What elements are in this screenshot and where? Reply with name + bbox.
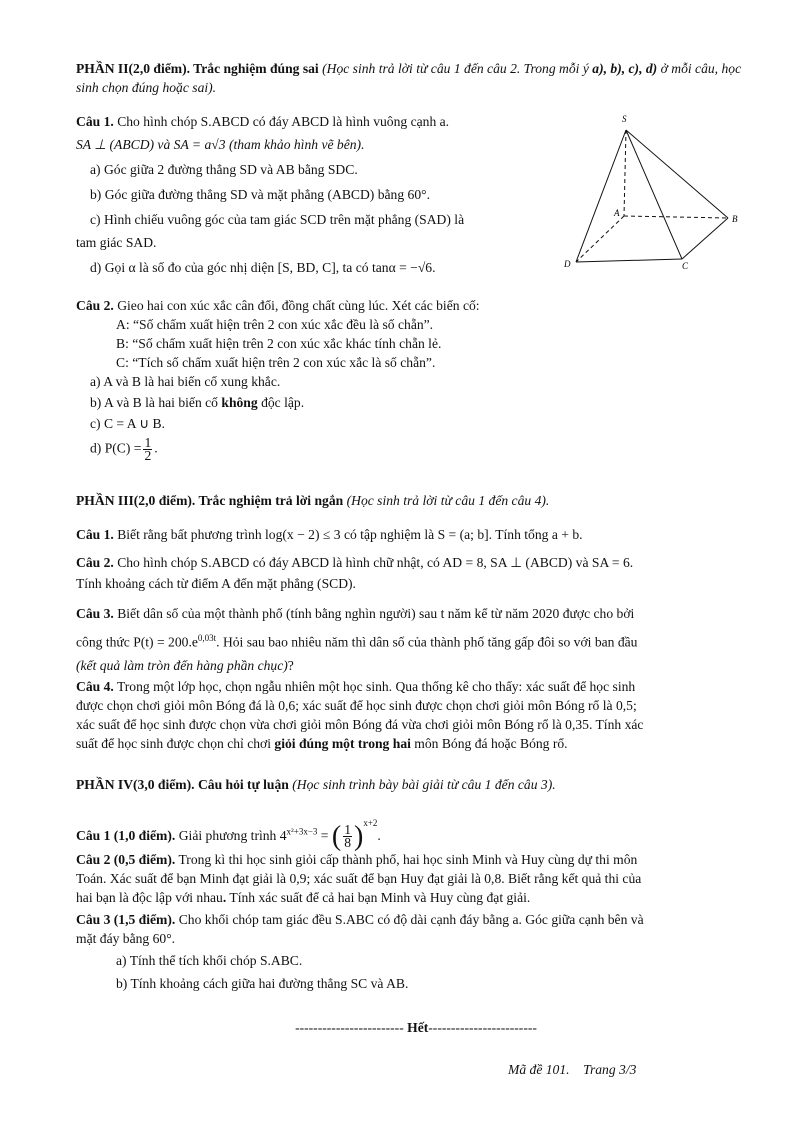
p4-q2-text-b: Toán. Xác suất để bạn Minh đạt giải là 0,9; xác suất để bạn Huy đạt giải là 0,8. Biết rằng kết quả thi của <box>76 871 642 886</box>
part2-q1 <box>76 112 546 277</box>
p3-q3-text-a: Biết dân số của một thành phố (tính bằng nghìn người) sau t năm kể từ năm 2020 được cho bởi <box>117 606 635 621</box>
p4-q3-option-b: b) Tính khoảng cách giữa hai đường thẳng SC và AB. <box>116 976 409 991</box>
part2-title: PHẦN II(2,0 điểm). Trắc nghiệm đúng sai <box>76 61 319 76</box>
end-dashes-left: ------------------------ <box>295 1020 408 1035</box>
p4-q3-label: Câu 3 (1,5 điểm). <box>76 912 176 927</box>
p3-q4-text-b: được chọn chơi giỏi môn Bóng đá là 0,6; xác suất để học sinh được chọn chơi giỏi môn Bóng rổ là 0,5; <box>76 698 637 713</box>
vertex-label-c: C <box>682 261 689 271</box>
p3-q4-text-a: Trong một lớp học, chọn ngẫu nhiên một học sinh. Qua thống kê cho thấy: xác suất để học sinh <box>116 679 636 694</box>
q2-event-a: A: “Số chấm xuất hiện trên 2 con xúc xắc đều là số chẵn”. <box>116 317 434 332</box>
page-footer <box>508 1060 708 1079</box>
q2-option-b-bold: không <box>221 395 258 410</box>
p4-q2-label: Câu 2 (0,5 điểm). <box>76 852 176 867</box>
p4-q1-den: 8 <box>344 835 351 851</box>
vertex-label-a: A <box>614 208 620 218</box>
q2-option-d-pre: d) P(C) = <box>90 440 142 456</box>
q1-option-a: a) Góc giữa 2 đường thẳng SD và AB bằng SDC. <box>90 162 358 177</box>
p3-q4-text-c: xác suất để học sinh được chọn vừa chơi giỏi môn Bóng đá vừa chơi giỏi môn Bóng rổ là 0,35. Tính xác <box>76 717 644 732</box>
q2-option-b-post: độc lập. <box>257 395 305 410</box>
p4-q1-exp: x²+3x−3 <box>286 826 318 837</box>
q2-fraction <box>143 437 152 462</box>
q1-label: Câu 1. <box>76 114 114 129</box>
q2-frac-den: 2 <box>144 448 152 463</box>
page-number: Trang 3/3 <box>583 1062 637 1077</box>
part3-q4 <box>76 677 756 753</box>
part3-q3 <box>76 604 756 675</box>
right-paren-icon: ) <box>354 820 364 852</box>
p3-q4-label: Câu 4. <box>76 679 114 694</box>
part3-q2 <box>76 553 756 593</box>
q2-event-c: C: “Tích số chấm xuất hiện trên 2 con xúc xắc là số chẵn”. <box>116 355 436 370</box>
q2-option-d <box>76 437 756 462</box>
end-dashes-right: ------------------------ <box>428 1020 537 1035</box>
p4-q1-eq: = <box>317 828 332 843</box>
p4-q1-post: . <box>377 828 381 843</box>
part3-q1 <box>76 525 756 544</box>
q2-option-c: c) C = A ∪ B. <box>90 416 166 431</box>
q2-stem: Gieo hai con xúc xắc cân đối, đồng chất cùng lúc. Xét các biến cố: <box>117 298 480 313</box>
p4-q2-text-c-bold: . <box>222 890 227 905</box>
p3-q1-text: Biết rằng bất phương trình log(x − 2) ≤ 3 có tập nghiệm là S = (a; b]. Tính tổng a + b. <box>117 527 583 542</box>
part3-title: PHẦN III(2,0 điểm). Trắc nghiệm trả lời ngắn <box>76 493 344 508</box>
part2-note-a: (Học sinh trả lời từ câu 1 đến câu 2. Trong mỗi ý <box>322 61 593 76</box>
q2-event-b: B: “Số chấm xuất hiện trên 2 con xúc xắc khác tính chẵn lẻ. <box>116 336 442 351</box>
p4-q3-text-b: mặt đáy bằng 60°. <box>76 931 176 946</box>
p4-q1-num: 1 <box>344 822 351 838</box>
p3-q3-text-c-post: ? <box>287 657 294 673</box>
q1-stem2a: SA ⊥ (ABCD) và SA = a√3 <box>76 137 226 152</box>
part2-note-b: a), b), c), d) <box>592 61 658 76</box>
part4-heading <box>76 775 756 794</box>
q1-stem1: Cho hình chóp S.ABCD có đáy ABCD là hình vuông cạnh a. <box>117 114 450 129</box>
part2-q2 <box>76 296 756 462</box>
p4-q1-exp2: x+2 <box>363 818 378 828</box>
pyramid-figure <box>558 112 758 272</box>
p3-q3-text-c: (kết quả làm tròn đến hàng phần chục) <box>76 657 288 673</box>
part3-heading <box>76 491 756 510</box>
p3-q4-text-d-post: môn Bóng đá hoặc Bóng rổ. <box>410 736 568 751</box>
part4-note: (Học sinh trình bày bài giải từ câu 1 đến câu 3). <box>292 777 556 792</box>
q1-option-d: d) Gọi α là số đo của góc nhị diện [S, BD, C], ta có tanα = −√6. <box>90 260 436 275</box>
p4-q3-text-a: Cho khối chóp tam giác đều S.ABC có độ dài cạnh đáy bằng a. Góc giữa cạnh bên và <box>178 912 644 927</box>
part4-q1 <box>76 808 756 851</box>
p4-q1-fraction <box>343 824 352 849</box>
vertex-label-d: D <box>564 259 571 269</box>
p3-q4-text-d-bold: giỏi đúng một trong hai <box>274 736 411 751</box>
exam-code: Mã đề 101. <box>508 1062 570 1077</box>
q2-option-b-pre: b) A và B là hai biến cố <box>90 395 222 410</box>
q2-label: Câu 2. <box>76 298 114 313</box>
p3-q4-text-d-pre: suất để học sinh được chọn chỉ chơi <box>76 736 275 751</box>
p3-q1-label: Câu 1. <box>76 527 114 542</box>
p4-q2-text-a: Trong kì thi học sinh giỏi cấp thành phố, hai học sinh Minh và Huy cùng dự thi môn <box>178 852 638 867</box>
q2-frac-num: 1 <box>144 435 152 450</box>
p3-q3-text-b-pre: công thức P(t) = 200.e <box>76 634 198 650</box>
p4-q2-text-c-post: Tính xác suất để cả hai bạn Minh và Huy cùng đạt giải. <box>226 890 531 905</box>
part2-heading <box>76 59 756 97</box>
part4-q3 <box>76 910 756 993</box>
vertex-label-b: B <box>732 214 738 224</box>
q2-option-a: a) A và B là hai biến cố xung khắc. <box>90 374 281 389</box>
part3-note: (Học sinh trả lời từ câu 1 đến câu 4). <box>346 493 550 508</box>
part4-title: PHẦN IV(3,0 điểm). Câu hỏi tự luận <box>76 777 289 792</box>
p4-q1-pre: Giải phương trình 4 <box>178 828 287 843</box>
q1-option-c1: c) Hình chiếu vuông góc của tam giác SCD trên mặt phẳng (SAD) là <box>90 212 465 227</box>
p4-q2-text-c-pre: hai bạn là độc lập với nhau <box>76 890 223 905</box>
p3-q3-label: Câu 3. <box>76 606 114 621</box>
q2-option-d-post: . <box>154 440 158 456</box>
p3-q2-text-a: Cho hình chóp S.ABCD có đáy ABCD là hình chữ nhật, có AD = 8, SA ⊥ (ABCD) và SA = 6. <box>117 555 634 570</box>
q1-option-b: b) Góc giữa đường thẳng SD và mặt phẳng (ABCD) bằng 60°. <box>90 187 430 202</box>
p3-q3-text-b-post: . Hỏi sau bao nhiêu năm thì dân số của thành phố tăng gấp đôi so với ban đầu <box>216 634 638 650</box>
left-paren-icon: ( <box>331 820 342 852</box>
end-marker <box>76 1018 756 1037</box>
p4-q3-option-a: a) Tính thể tích khối chóp S.ABC. <box>116 953 303 968</box>
q1-option-c2: tam giác SAD. <box>76 235 157 250</box>
part4-q2 <box>76 850 756 907</box>
vertex-label-s: S <box>622 114 627 124</box>
end-label: Hết <box>407 1020 429 1035</box>
p4-q1-label: Câu 1 (1,0 điểm). <box>76 828 176 843</box>
part2-note-c: ở mỗi câu, học sinh chọn đúng hoặc sai). <box>76 61 742 95</box>
q1-stem2b: (tham khảo hình vẽ bên). <box>228 137 365 152</box>
p3-q2-text-b: Tính khoảng cách từ điểm A đến mặt phẳng (SCD). <box>76 576 356 591</box>
p3-q2-label: Câu 2. <box>76 555 114 570</box>
p3-q3-exponent: 0,03t <box>197 633 217 643</box>
